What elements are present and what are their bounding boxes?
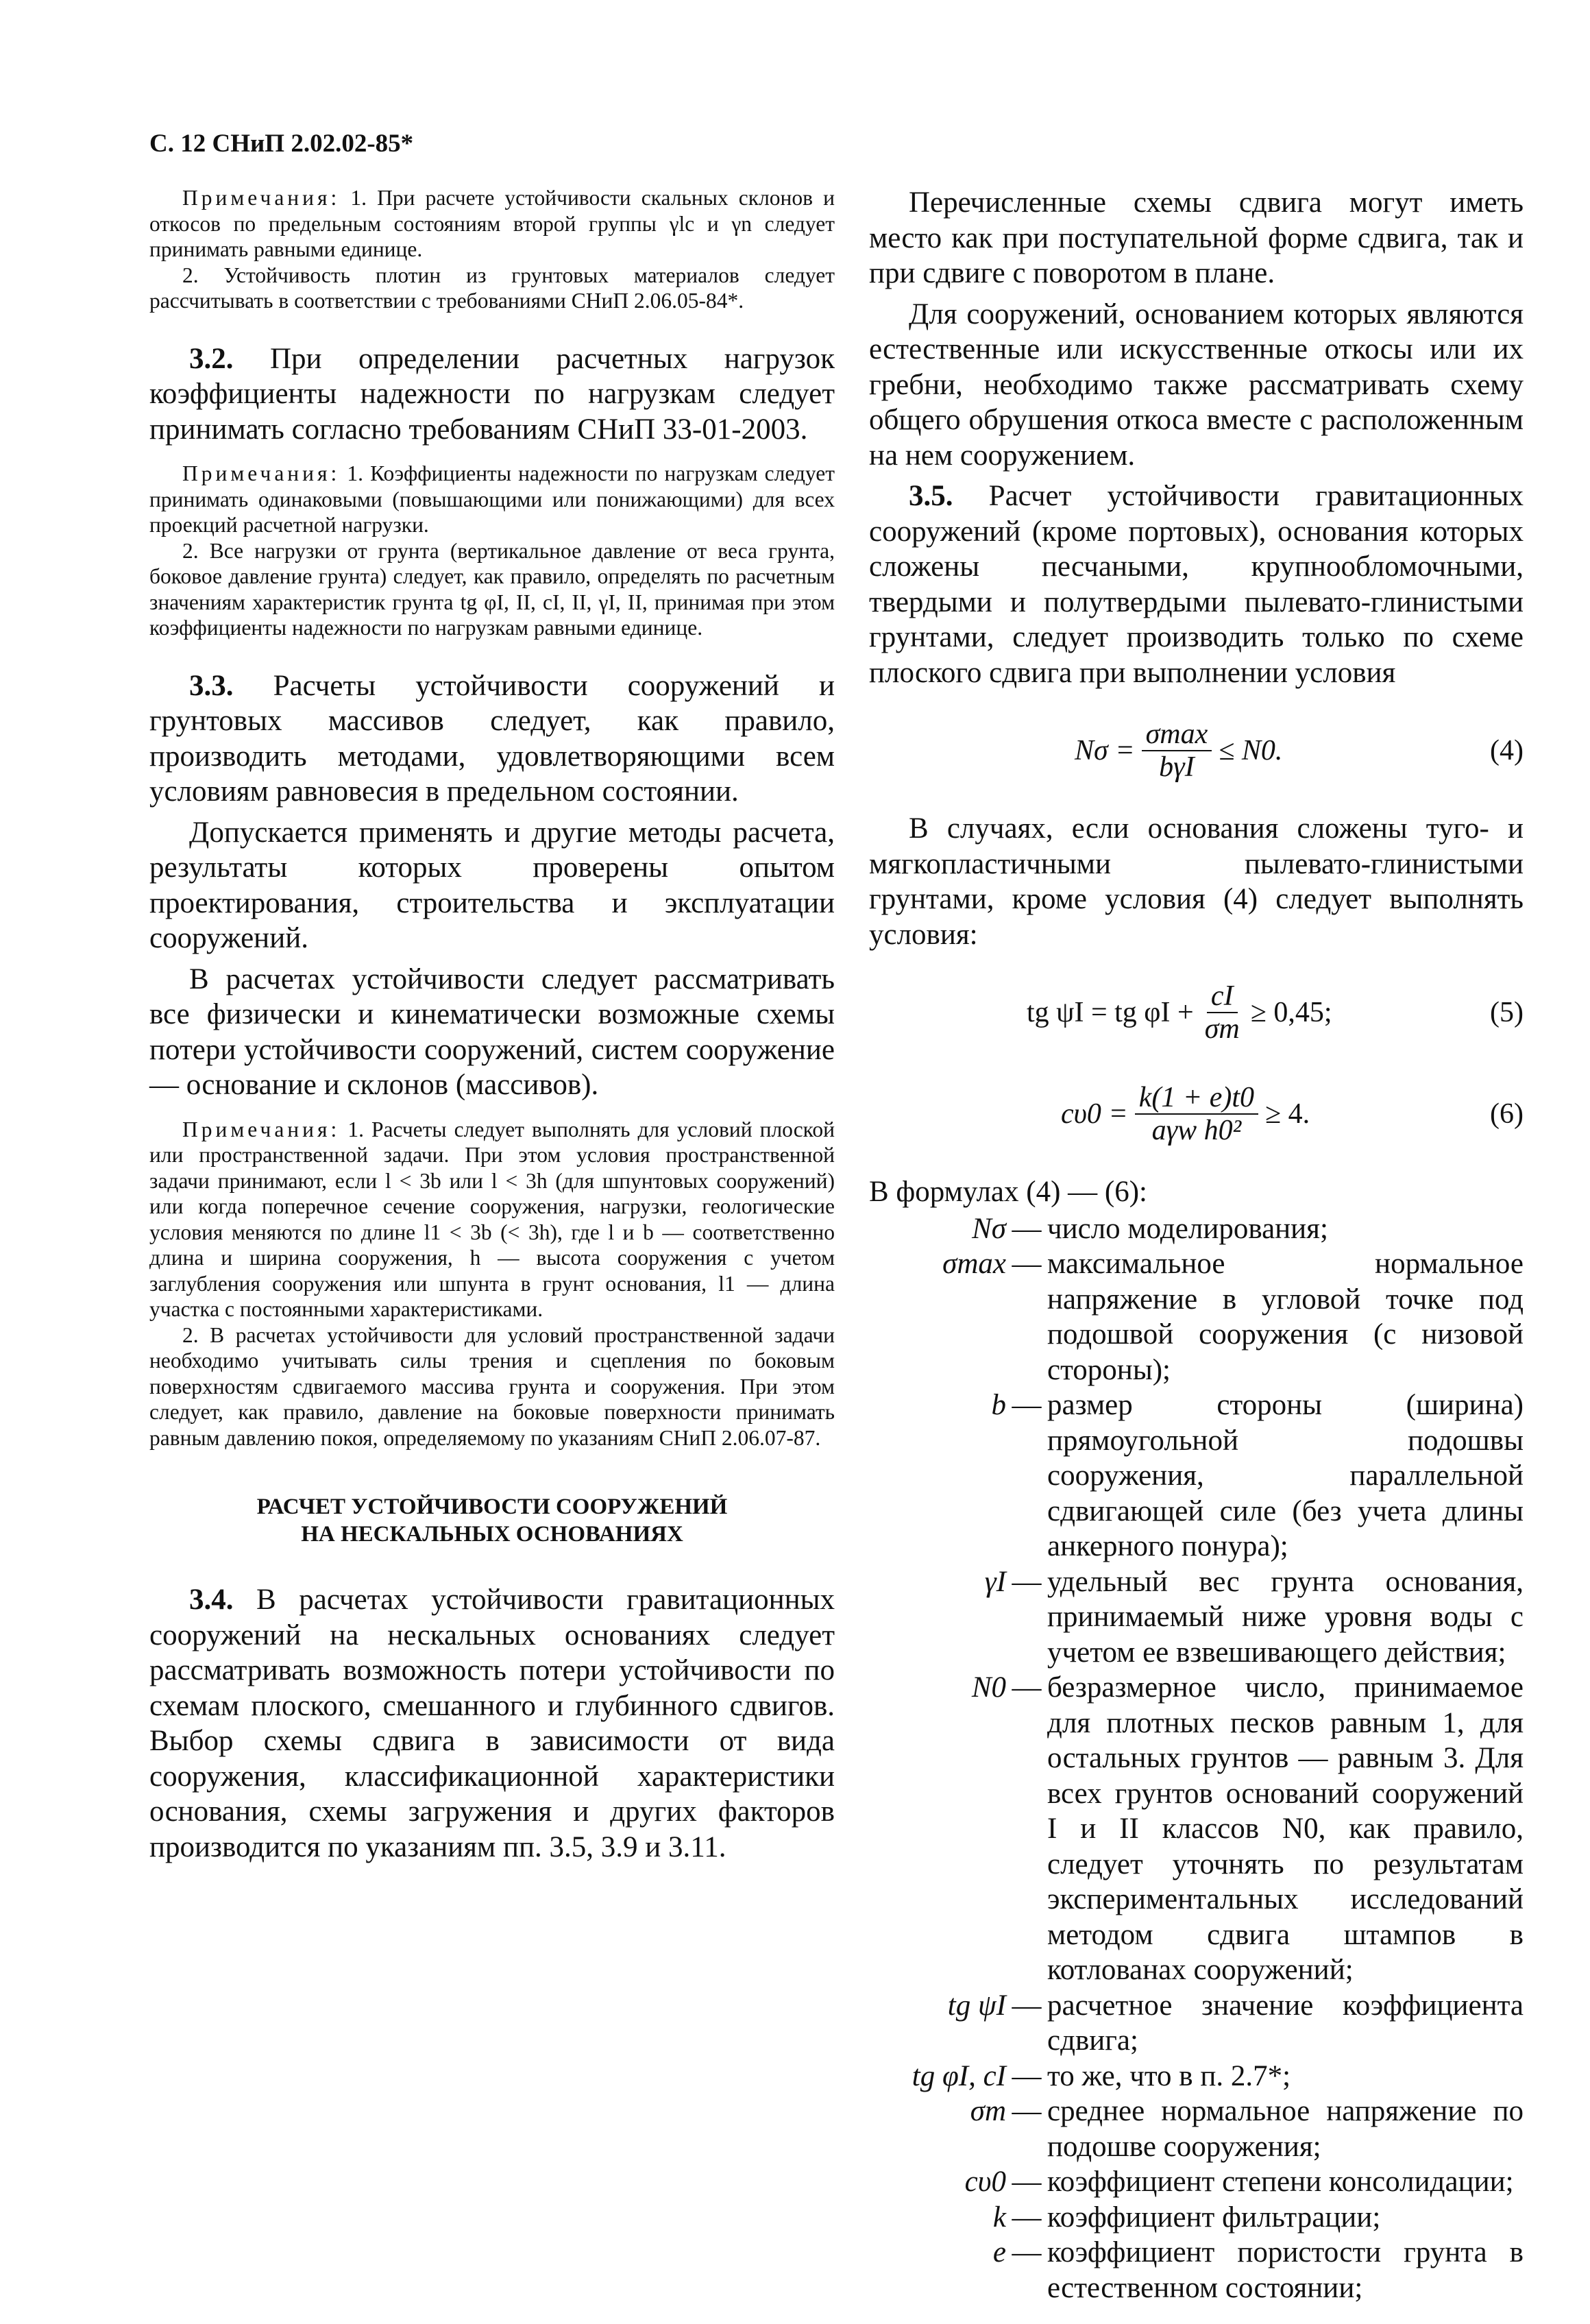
note-text: 1. Расчеты следует выполнять для условий плоской или пространственной задачи. При этом условия пространственной задачи принимают, если l < 3b или l < 3h (для шпунтовых сооружений) или когда поперечное сечение сооружения, нагрузки, геологические условия меняются по длине l1 < 3b (< 3h), где l и b — соответственно длина и ширина сооружения, h — высота сооружения с учетом заглубления сооружения или шпунта в грунт основания, l1 — длина участка с постоянными характеристиками. (149, 1117, 835, 1321)
formula-expression (1027, 980, 1332, 1045)
definition-symbol: Nσ (972, 1212, 1006, 1245)
definition-dash: — (1012, 2201, 1042, 2234)
definition-item (869, 1211, 1524, 1247)
definition-text: среднее нормальное напряжение по подошве сооружения; (1047, 2095, 1524, 2163)
paragraph-text: Расчеты устойчивости сооружений и грунтовых массивов следует, как правило, производить методами, удовлетворяющими всем условиям равновесия в предельном состоянии. (149, 669, 835, 808)
note-block-2 (149, 461, 835, 641)
paragraph-number: 3.3. (189, 669, 234, 702)
equation-number: (6) (1490, 1098, 1524, 1130)
definition-symbol: γI (984, 1565, 1006, 1598)
note-paragraph: 2. Устойчивость плотин из грунтовых материалов следует рассчитывать в соответствии с требованиями СНиП 2.06.05-84*. (149, 263, 835, 313)
definition-dash: — (1012, 1212, 1042, 1245)
formula-4 (869, 710, 1524, 792)
equation-number: (5) (1490, 997, 1524, 1028)
formula-rhs: ≥ 4. (1265, 1098, 1310, 1130)
definition-item (869, 1388, 1524, 1564)
paragraph-3-3-b: Допускается применять и другие методы расчета, результаты которых проверены опытом проектирования, строительства и эксплуатации сооружений. (149, 816, 835, 954)
definition-dash: — (1012, 1389, 1042, 1421)
formula-lhs: tg ψI = tg φI + (1027, 997, 1194, 1028)
definition-text: максимальное нормальное напряжение в угловой точке под подошвой сооружения (с низовой стороны); (1047, 1248, 1524, 1386)
definition-text: число моделирования; (1047, 1212, 1328, 1245)
formula-lhs: Nσ = (1075, 735, 1135, 766)
definition-item (869, 1564, 1524, 1671)
note-text: 1. При расчете устойчивости скальных склонов и откосов по предельным состояниям второй группы γlc и γn следует принимать равными единице. (149, 186, 835, 261)
note-paragraph (149, 1117, 835, 1322)
definition-item (869, 1246, 1524, 1388)
definition-dash: — (1012, 1989, 1042, 2022)
note-block-1 (149, 185, 835, 314)
definition-text: то же, что в п. 2.7*; (1047, 2059, 1291, 2092)
fraction-denominator: aγw h0² (1151, 1115, 1242, 1146)
definition-dash: — (1012, 1671, 1042, 1704)
definition-item (869, 1670, 1524, 1988)
definition-symbol: tg φI, cI (912, 2059, 1006, 2092)
definition-dash: — (1012, 1565, 1042, 1598)
definition-dash: — (1012, 2236, 1042, 2268)
right-column (869, 185, 1524, 2305)
formula-rhs: ≤ N0. (1219, 735, 1283, 766)
note-paragraph: 2. В расчетах устойчивости для условий пространственной задачи необходимо учитывать силы трения и сцепления по боковым поверхностям сдвигаемого массива грунта и сооружения. При этом следует, как правило, давление на боковые поверхности принимать равным давлению покоя, определяемому по указаниям СНиП 2.06.07-87. (149, 1322, 835, 1450)
intro-text: В формулах (4) — (6): (869, 1176, 1147, 1208)
section-heading (149, 1493, 835, 1548)
definition-dash: — (1012, 2166, 1042, 2198)
heading-line: НА НЕСКАЛЬНЫХ ОСНОВАНИЯХ (301, 1522, 683, 1547)
note-text: 1. Коэффициенты надежности по нагрузкам следует принимать одинаковыми (повышающими или понижающими) для всех проекций расчетной нагрузки. (149, 461, 835, 537)
note-label: Примечания: (182, 1117, 341, 1141)
note-paragraph: 2. Все нагрузки от грунта (вертикальное давление от веса грунта, боковое давление грунта) следует, как правило, определять по расчетным значениям характеристик грунта tg φI, II, cI, II, γI, II, принимая при этом коэффициенты надежности по нагрузкам равными единице. (149, 538, 835, 640)
fraction-denominator: σm (1204, 1013, 1240, 1045)
definition-text: размер стороны (ширина) прямоугольной подошвы сооружения, параллельной сдвигающей силе (без учета длины анкерного понура); (1047, 1389, 1524, 1562)
definition-symbol: N0 (971, 1671, 1006, 1704)
fraction-numerator: cI (1207, 980, 1238, 1013)
definition-item (869, 1988, 1524, 2059)
paragraph-3-5 (869, 479, 1524, 690)
formula-fraction (1201, 980, 1244, 1045)
paragraph-3-3-c: В расчетах устойчивости следует рассматривать все физически и кинематически возможные схемы потери устойчивости сооружений, систем сооружение — основание и склонов (массивов). (149, 963, 835, 1101)
definition-dash: — (1012, 2095, 1042, 2127)
definition-symbol: k (992, 2201, 1006, 2234)
definition-text: расчетное значение коэффициента сдвига; (1047, 1989, 1524, 2057)
definitions-list (869, 1174, 1524, 2305)
paragraph-number: 3.4. (189, 1584, 234, 1616)
formula-fraction (1142, 718, 1212, 783)
note-block-3 (149, 1117, 835, 1451)
definition-text: удельный вес грунта основания, принимаемый ниже уровня воды с учетом ее взвешивающего действия; (1047, 1565, 1524, 1669)
definition-text: коэффициент степени консолидации; (1047, 2166, 1514, 2198)
page-header: С. 12 СНиП 2.02.02-85* (149, 130, 414, 158)
formula-lhs: cυ0 = (1061, 1098, 1128, 1130)
definition-item (869, 2059, 1524, 2094)
paragraph-text: При определении расчетных нагрузок коэффициенты надежности по нагрузкам следует принимать согласно требованиям СНиП 33-01-2003. (149, 342, 835, 446)
definition-symbol: σm (970, 2095, 1006, 2127)
formula-6 (869, 1073, 1524, 1155)
formula-rhs: ≥ 0,45; (1250, 997, 1332, 1028)
paragraph-number: 3.2. (189, 342, 234, 375)
definition-dash: — (1012, 2059, 1042, 2092)
definition-symbol: b (991, 1389, 1006, 1421)
note-paragraph (149, 185, 835, 263)
paragraph-3-4 (149, 1582, 835, 1865)
definitions-intro (869, 1174, 1524, 1210)
definition-symbol: cυ0 (964, 2166, 1006, 2198)
paragraph-3-2 (149, 341, 835, 448)
left-column (149, 185, 835, 1870)
note-label: Примечания: (182, 186, 341, 210)
definition-symbol: σmax (942, 1248, 1006, 1280)
formula-expression (1061, 1082, 1310, 1146)
paragraph-text: Расчет устойчивости гравитационных сооружений (кроме портовых), основания которых сложены песчаными, крупнообломочными, твердыми и полутвердыми пылевато-глинистыми грунтами, следует производить только по схеме плоского сдвига при выполнении условия (869, 480, 1524, 689)
definition-item (869, 2235, 1524, 2305)
paragraph-right-b: Для сооружений, основанием которых являются естественные или искусственные откосы или их гребни, необходимо также рассматривать схему общего обрушения откоса вместе с расположенным на нем сооружением. (869, 298, 1524, 472)
note-paragraph (149, 461, 835, 538)
paragraph-number: 3.5. (909, 480, 953, 512)
heading-line: РАСЧЕТ УСТОЙЧИВОСТИ СООРУЖЕНИЙ (256, 1494, 728, 1519)
definition-text: коэффициент пористости грунта в естественном состоянии; (1047, 2236, 1524, 2304)
definition-symbol: tg ψI (947, 1989, 1006, 2022)
fraction-numerator: k(1 + e)t0 (1135, 1082, 1258, 1115)
definition-item (869, 2200, 1524, 2236)
paragraph-3-3 (149, 668, 835, 810)
definition-text: безразмерное число, принимаемое для плотных песков равным 1, для остальных грунтов — равным 3. Для всех грунтов оснований сооружений I и II классов N0, как правило, следует уточнять по результатам экспериментальных исследований методом сдвига штампов в котлованах сооружений; (1047, 1671, 1524, 1986)
paragraph-right-c: В случаях, если основания сложены туго- и мягкопластичными пылевато-глинистыми грунтами, кроме условия (4) следует выполнять условия: (869, 812, 1524, 951)
fraction-denominator: bγI (1159, 751, 1195, 783)
fraction-numerator: σmax (1142, 718, 1212, 751)
formula-5 (869, 971, 1524, 1054)
paragraph-text: В расчетах устойчивости гравитационных сооружений на нескальных основаниях следует рассматривать возможность потери устойчивости по схемам плоского, смешанного и глубинного сдвигов. Выбор схемы сдвига в зависимости от вида сооружения, классификационной характеристики основания, схемы загружения и других факторов производится по указаниям пп. 3.5, 3.9 и 3.11. (149, 1584, 835, 1863)
definitions-items (869, 1211, 1524, 2306)
definition-dash: — (1012, 1248, 1042, 1280)
equation-number: (4) (1490, 735, 1524, 766)
paragraph-right-a: Перечисленные схемы сдвига могут иметь место как при поступательной форме сдвига, так и при сдвиге с поворотом в плане. (869, 186, 1524, 289)
formula-fraction (1135, 1082, 1258, 1146)
definition-symbol: e (992, 2236, 1006, 2268)
definition-item (869, 2164, 1524, 2200)
note-label: Примечания: (182, 461, 341, 485)
definition-item (869, 2094, 1524, 2164)
definition-text: коэффициент фильтрации; (1047, 2201, 1381, 2234)
formula-expression (1075, 718, 1282, 783)
